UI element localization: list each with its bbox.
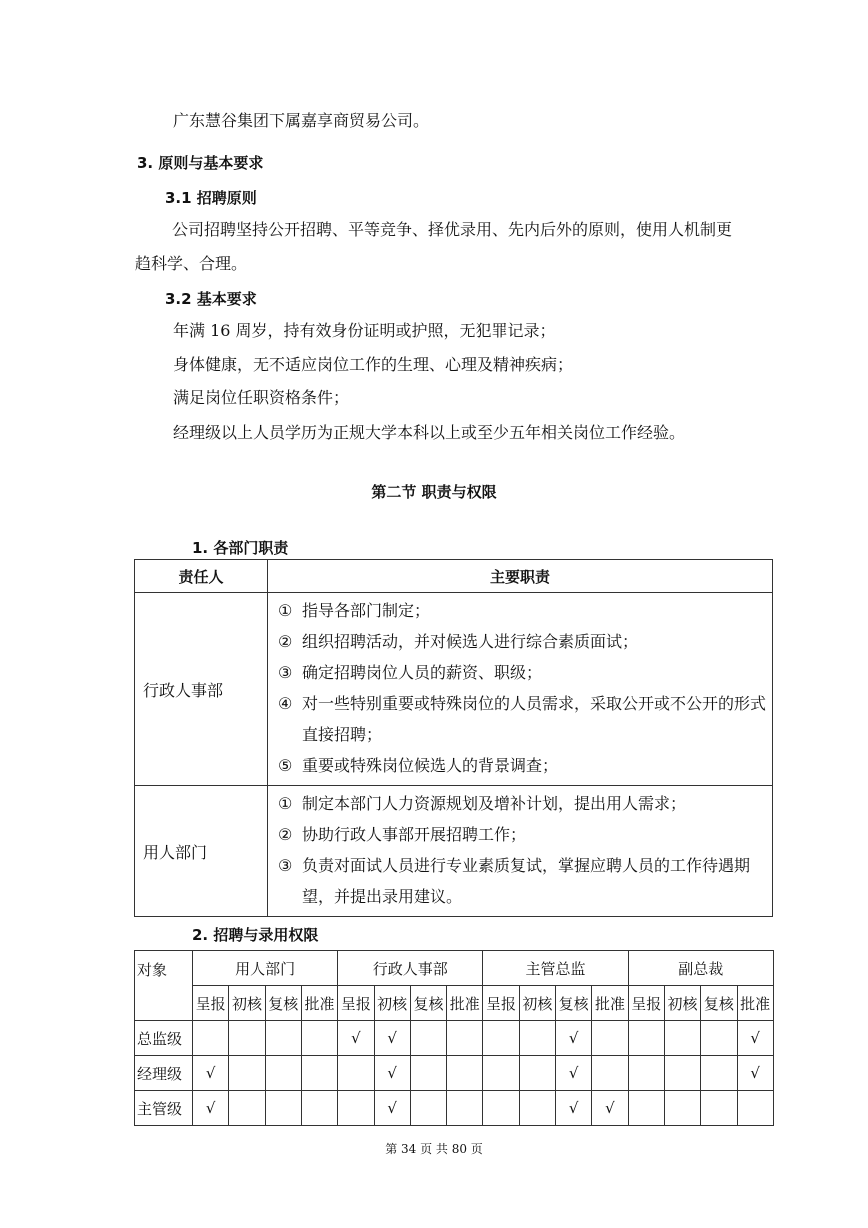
item-number: ②	[278, 825, 293, 844]
permission-cell	[265, 1021, 301, 1056]
permission-cell	[737, 1021, 773, 1056]
role-cell: 行政人事部	[135, 593, 268, 786]
permission-cell	[193, 1091, 229, 1126]
requirement-item: 身体健康，无不适应岗位工作的生理、心理及精神疾病；	[173, 355, 574, 374]
subcol-header: 复核	[556, 986, 592, 1021]
permission-cell	[447, 1021, 483, 1056]
subcol-header: 批准	[592, 986, 628, 1021]
item-text: 对一些特别重要或特殊岗位的人员需求，采取公开或不公开的形式直接招聘；	[302, 694, 767, 744]
permission-cell	[519, 1056, 555, 1091]
permission-cell	[592, 1056, 628, 1091]
item-text: 指导各部门制定；	[302, 601, 431, 620]
section-heading: 3. 原则与基本要求	[137, 154, 264, 172]
duty-cell	[268, 593, 773, 786]
group-header: 副总裁	[628, 951, 773, 986]
requirement-item: 经理级以上人员学历为正规大学本科以上或至少五年相关岗位工作经验。	[173, 423, 686, 442]
permission-cell	[628, 1056, 664, 1091]
permission-cell	[229, 1021, 265, 1056]
permission-cell	[229, 1056, 265, 1091]
group-header: 用人部门	[193, 951, 338, 986]
subcol-header: 呈报	[338, 986, 374, 1021]
permission-cell	[193, 1021, 229, 1056]
row-label: 总监级	[135, 1021, 193, 1056]
permission-cell	[301, 1056, 337, 1091]
subcol-header: 批准	[447, 986, 483, 1021]
permission-cell	[265, 1091, 301, 1126]
table-row	[135, 1091, 774, 1126]
subcol-header: 呈报	[628, 986, 664, 1021]
role-cell: 用人部门	[135, 786, 268, 917]
check-mark: √	[750, 1064, 760, 1082]
permission-cell	[701, 1021, 737, 1056]
permission-cell	[592, 1021, 628, 1056]
permission-cell	[737, 1056, 773, 1091]
permission-cell	[410, 1056, 446, 1091]
section-title: 第二节 职责与权限	[371, 483, 497, 501]
check-mark: √	[605, 1099, 615, 1117]
list-item	[278, 850, 772, 912]
item-text: 重要或特殊岗位候选人的背景调查；	[302, 756, 559, 775]
duties-table	[134, 559, 773, 917]
requirement-item: 年满 16 周岁，持有效身份证明或护照，无犯罪记录；	[173, 321, 556, 340]
permission-cell	[737, 1091, 773, 1126]
col-duty-header: 主要职责	[268, 560, 773, 593]
permission-cell	[193, 1056, 229, 1091]
table-row	[135, 1021, 774, 1056]
item-text: 制定本部门人力资源规划及增补计划，提出用人需求；	[302, 794, 687, 813]
paragraph-line: 趋科学、合理。	[135, 254, 248, 273]
permission-cell	[447, 1056, 483, 1091]
check-mark: √	[750, 1029, 760, 1047]
group-header: 行政人事部	[338, 951, 483, 986]
permission-cell	[410, 1021, 446, 1056]
authority-heading: 2. 招聘与录用权限	[192, 926, 319, 944]
list-item	[278, 750, 772, 781]
permission-cell	[592, 1091, 628, 1126]
subcol-header: 批准	[737, 986, 773, 1021]
subcol-header-row	[135, 986, 774, 1021]
check-mark: √	[351, 1029, 361, 1047]
item-number: ⑤	[278, 756, 293, 775]
subcol-header: 复核	[410, 986, 446, 1021]
group-header-row	[135, 951, 774, 986]
subcol-header: 复核	[265, 986, 301, 1021]
row-label: 主管级	[135, 1091, 193, 1126]
table-row	[135, 593, 773, 786]
authority-table	[134, 950, 774, 1126]
check-mark: √	[387, 1064, 397, 1082]
duties-heading: 1. 各部门职责	[192, 539, 289, 557]
duty-cell	[268, 786, 773, 917]
item-number: ④	[278, 694, 293, 713]
item-text: 组织招聘活动，并对候选人进行综合素质面试；	[302, 632, 639, 651]
subcol-header: 呈报	[193, 986, 229, 1021]
list-item	[278, 626, 772, 657]
permission-cell	[519, 1021, 555, 1056]
permission-cell	[374, 1091, 410, 1126]
permission-cell	[556, 1056, 592, 1091]
item-number: ②	[278, 632, 293, 651]
permission-cell	[301, 1091, 337, 1126]
item-text: 协助行政人事部开展招聘工作；	[302, 825, 527, 844]
check-mark: √	[568, 1029, 579, 1047]
subcol-header: 呈报	[483, 986, 519, 1021]
permission-cell	[628, 1091, 664, 1126]
permission-cell	[338, 1021, 374, 1056]
subcol-header: 批准	[301, 986, 337, 1021]
item-text: 确定招聘岗位人员的薪资、职级；	[302, 663, 543, 682]
col-role-header: 责任人	[135, 560, 268, 593]
permission-cell	[265, 1056, 301, 1091]
group-header: 主管总监	[483, 951, 628, 986]
permission-cell	[338, 1091, 374, 1126]
list-item	[278, 595, 772, 626]
permission-cell	[447, 1091, 483, 1126]
permission-cell	[229, 1091, 265, 1126]
item-text: 负责对面试人员进行专业素质复试，掌握应聘人员的工作待遇期望，并提出录用建议。	[302, 856, 751, 906]
check-mark: √	[568, 1064, 579, 1082]
permission-cell	[338, 1056, 374, 1091]
list-item	[278, 657, 772, 688]
permission-cell	[483, 1091, 519, 1126]
permission-cell	[410, 1091, 446, 1126]
check-mark: √	[387, 1029, 397, 1047]
table-row	[135, 1056, 774, 1091]
item-number: ③	[278, 663, 293, 682]
subsection-heading: 3.1 招聘原则	[165, 189, 257, 207]
subcol-header: 初核	[374, 986, 410, 1021]
row-label: 经理级	[135, 1056, 193, 1091]
check-mark: √	[568, 1099, 579, 1117]
intro-line: 广东慧谷集团下属嘉享商贸易公司。	[173, 111, 430, 130]
list-item	[278, 788, 772, 819]
item-number: ①	[278, 794, 293, 813]
requirement-item: 满足岗位任职资格条件；	[173, 388, 350, 407]
permission-cell	[664, 1021, 700, 1056]
permission-cell	[374, 1021, 410, 1056]
item-number: ①	[278, 601, 293, 620]
check-mark: √	[205, 1064, 216, 1082]
permission-cell	[664, 1056, 700, 1091]
paragraph-line: 公司招聘坚持公开招聘、平等竞争、择优录用、先内后外的原则，使用人机制更	[172, 220, 733, 239]
list-item	[278, 688, 772, 750]
subcol-header: 复核	[701, 986, 737, 1021]
check-mark: √	[387, 1099, 397, 1117]
subcol-header: 初核	[519, 986, 555, 1021]
subcol-header: 初核	[664, 986, 700, 1021]
object-header: 对象	[135, 951, 193, 1021]
permission-cell	[628, 1021, 664, 1056]
item-number: ③	[278, 856, 293, 875]
permission-cell	[483, 1021, 519, 1056]
check-mark: √	[205, 1099, 216, 1117]
permission-cell	[701, 1091, 737, 1126]
list-item	[278, 819, 772, 850]
permission-cell	[519, 1091, 555, 1126]
table-header-row	[135, 560, 773, 593]
permission-cell	[483, 1056, 519, 1091]
permission-cell	[374, 1056, 410, 1091]
permission-cell	[701, 1056, 737, 1091]
page-footer: 第 34 页 共 80 页	[385, 1142, 483, 1156]
permission-cell	[556, 1091, 592, 1126]
subsection-heading: 3.2 基本要求	[165, 290, 257, 308]
permission-cell	[301, 1021, 337, 1056]
permission-cell	[664, 1091, 700, 1126]
table-row	[135, 786, 773, 917]
permission-cell	[556, 1021, 592, 1056]
subcol-header: 初核	[229, 986, 265, 1021]
